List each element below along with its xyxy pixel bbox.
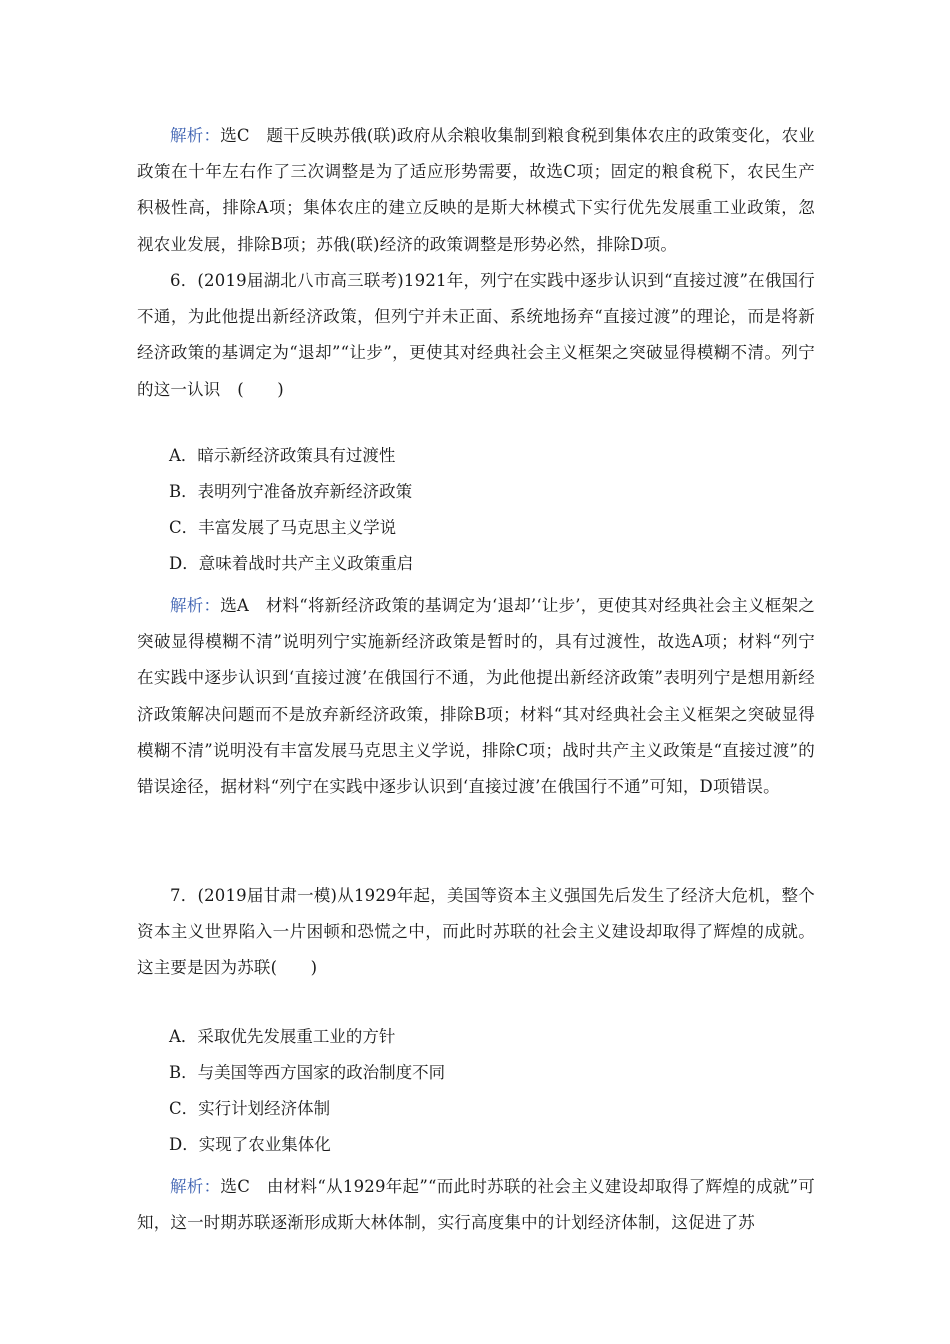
q7-analysis-text: 选C 由材料“从1929年起”“而此时苏联的社会主义建设却取得了辉煌的成就”可知，这一时期苏联逐渐形成斯大林体制，实行高度集中的计划经济体制，这促进了苏	[137, 1177, 815, 1233]
q7-option-c: C．实行计划经济体制	[169, 1099, 331, 1118]
analysis-label: 解析：	[170, 126, 221, 145]
q7-option-b: B．与美国等西方国家的政治制度不同	[169, 1063, 446, 1082]
q6-option-c: C．丰富发展了马克思主义学说	[169, 518, 397, 537]
analysis-label: 解析：	[170, 596, 221, 615]
q6-option-d: D．意味着战时共产主义政策重启	[169, 554, 414, 573]
q7-option-a: A．采取优先发展重工业的方针	[169, 1027, 396, 1046]
q6-stem: 6．(2019届湖北八市高三联考)1921年，列宁在实践中逐步认识到“直接过渡”在俄国行不通，为此他提出新经济政策，但列宁并未正面、系统地扬弃“直接过渡”的理论，而是将新经济政策的基调定为“退却”“让步”，更使其对经典社会主义框架之突破显得模糊不清。列宁的这一认识 ( )	[137, 271, 815, 399]
analysis-label: 解析：	[170, 1177, 221, 1196]
q6-option-a: A．暗示新经济政策具有过渡性	[169, 446, 396, 465]
q5-analysis	[137, 118, 815, 263]
q7-analysis	[137, 1169, 815, 1241]
q7-stem: 7．(2019届甘肃一模)从1929年起，美国等资本主义强国先后发生了经济大危机，整个资本主义世界陷入一片困顿和恐慌之中，而此时苏联的社会主义建设却取得了辉煌的成就。这主要是因为苏联( )	[137, 886, 815, 978]
q6-option-b: B．表明列宁准备放弃新经济政策	[169, 482, 413, 501]
q5-analysis-text: 选C 题干反映苏俄(联)政府从余粮收集制到粮食税到集体农庄的政策变化，农业政策在十年左右作了三次调整是为了适应形势需要，故选C项；固定的粮食税下，农民生产积极性高，排除A项；集体农庄的建立反映的是斯大林模式下实行优先发展重工业政策，忽视农业发展，排除B项；苏俄(联)经济的政策调整是形势必然，排除D项。	[137, 126, 815, 254]
q6-analysis-text: 选A 材料“将新经济政策的基调定为‘退却’‘让步’，更使其对经典社会主义框架之突破显得模糊不清”说明列宁实施新经济政策是暂时的，具有过渡性，故选A项；材料“列宁在实践中逐步认识到‘直接过渡’在俄国行不通，为此他提出新经济政策”表明列宁是想用新经济政策解决问题而不是放弃新经济政策，排除B项；材料“其对经典社会主义框架之突破显得模糊不清”说明没有丰富发展马克思主义学说，排除C项；战时共产主义政策是“直接过渡”的错误途径，据材料“列宁在实践中逐步认识到‘直接过渡’在俄国行不通”可知，D项错误。	[137, 596, 815, 797]
q7-option-d: D．实现了农业集体化	[169, 1135, 331, 1154]
q6-analysis	[137, 588, 815, 805]
